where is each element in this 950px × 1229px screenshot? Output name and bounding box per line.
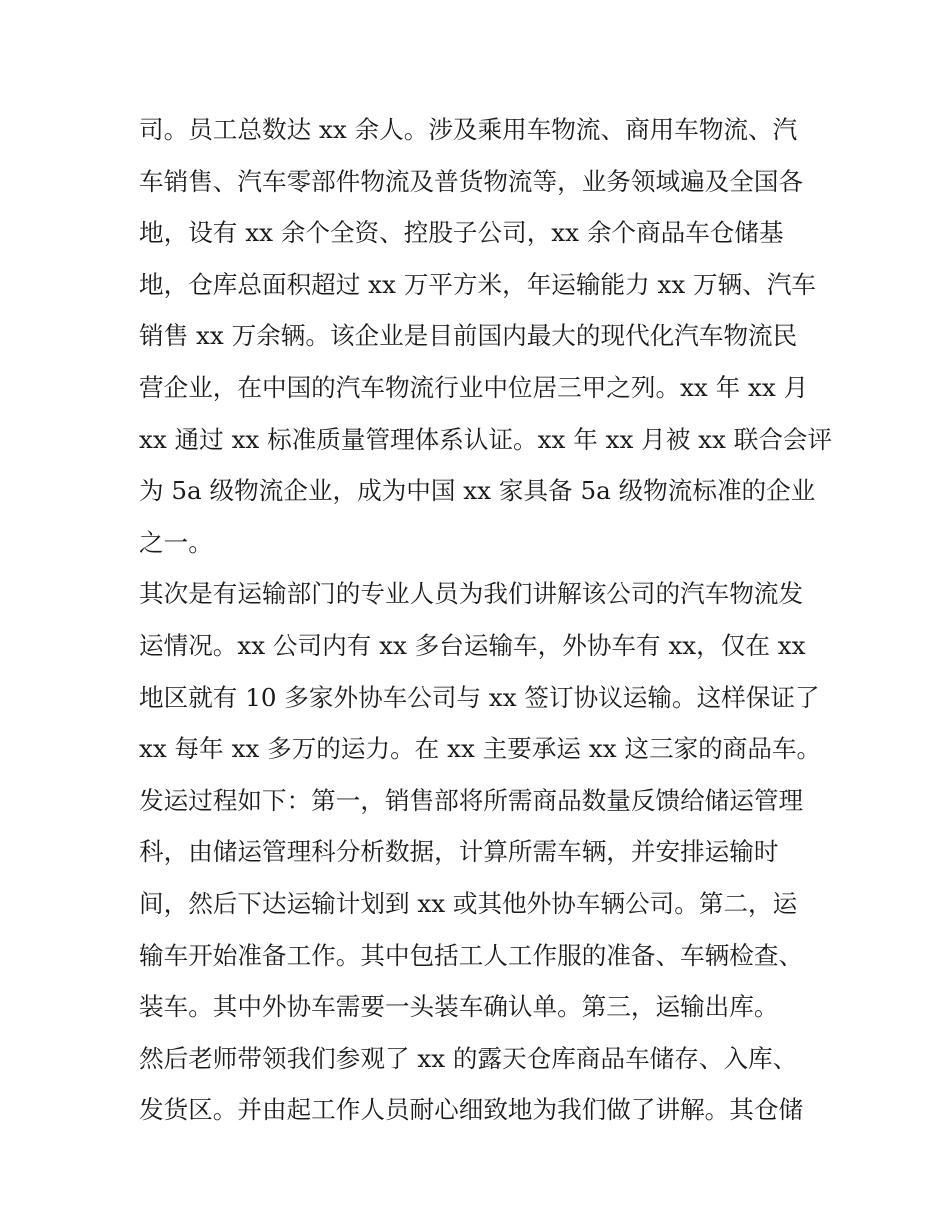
text-line-12: 地区就有 10 多家外协车公司与 xx 签订协议运输。这样保证了 (139, 682, 820, 712)
text-line-20: 发货区。并由起工作人员耐心细致地为我们做了讲解。其仓储 (139, 1095, 804, 1125)
text-line-7: xx 通过 xx 标准质量管理体系认证。xx 年 xx 月被 xx 联合会评 (139, 424, 833, 454)
text-line-11: 运情况。xx 公司内有 xx 多台运输车，外协车有 xx，仅在 xx (139, 630, 806, 660)
text-line-15: 科，由储运管理科分析数据，计算所需车辆，并安排运输时 (139, 837, 779, 867)
text-line-4: 地，仓库总面积超过 xx 万平方米，年运输能力 xx 万辆、汽车 (139, 269, 817, 299)
text-line-2: 车销售、汽车零部件物流及普货物流等，业务领域遍及全国各 (139, 166, 804, 196)
body-text (139, 104, 833, 1136)
text-line-19: 然后老师带领我们参观了 xx 的露天仓库商品车储存、入库、 (139, 1043, 798, 1073)
text-line-18: 装车。其中外协车需要一头装车确认单。第三，运输出库。 (139, 992, 779, 1022)
text-line-9: 之一。 (139, 527, 213, 557)
text-line-13: xx 每年 xx 多万的运力。在 xx 主要承运 xx 这三家的商品车。 (139, 734, 822, 764)
text-line-6: 营企业，在中国的汽车物流行业中位居三甲之列。xx 年 xx 月 (139, 372, 809, 402)
text-line-1: 司。员工总数达 xx 余人。涉及乘用车物流、商用车物流、汽 (139, 115, 798, 144)
text-line-10: 其次是有运输部门的专业人员为我们讲解该公司的汽车物流发 (139, 579, 804, 609)
text-line-16: 间，然后下达运输计划到 xx 或其他外协车辆公司。第二，运 (139, 888, 798, 918)
text-line-14: 发运过程如下：第一，销售部将所需商品数量反馈给储运管理 (139, 785, 804, 815)
text-line-17: 输车开始准备工作。其中包括工人工作服的准备、车辆检查、 (139, 940, 804, 970)
text-line-3: 地，设有 xx 余个全资、控股子公司，xx 余个商品车仓储基 (139, 218, 784, 248)
text-line-5: 销售 xx 万余辆。该企业是目前国内最大的现代化汽车物流民 (139, 321, 798, 351)
text-line-8: 为 5a 级物流企业，成为中国 xx 家具备 5a 级物流标准的企业 (139, 476, 816, 506)
